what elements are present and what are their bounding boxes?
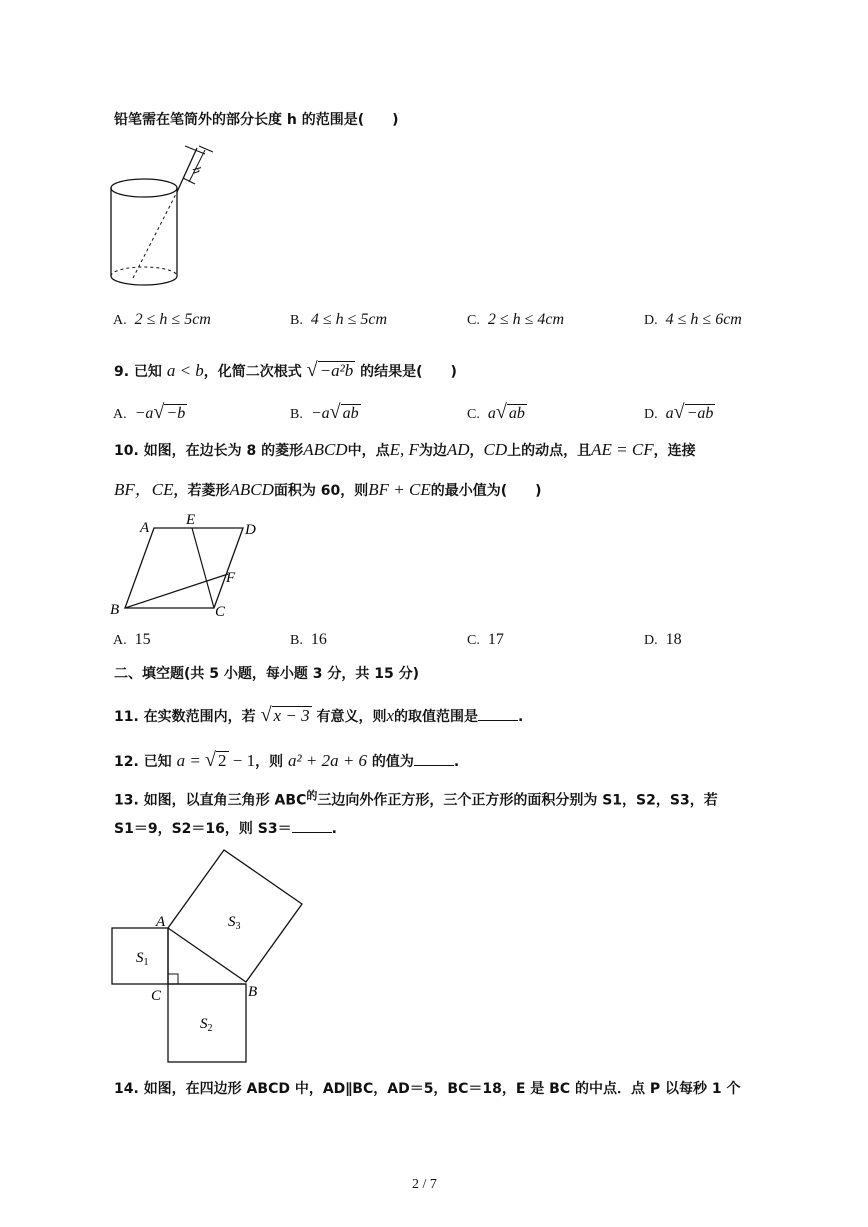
q10-option-d[interactable] (644, 630, 682, 651)
q10-abcd: ABCD (303, 440, 348, 459)
option-text: 15 (134, 631, 151, 648)
q9-radicand: −a²b (319, 361, 354, 380)
q9-option-a[interactable]: A. −a√ −b (113, 401, 186, 423)
option-radicand: −ab (686, 405, 714, 422)
option-label: A. (113, 633, 127, 648)
q8-cylinder-figure (105, 140, 235, 300)
q13-label-s2: $S_2$ (200, 1016, 213, 1034)
q11-x: x (386, 706, 394, 725)
option-label: C. (467, 407, 480, 422)
section-heading: 二、填空题(共 5 小题，每小题 3 分，共 15 分) (114, 666, 420, 682)
q10-ad: AD (446, 440, 470, 459)
q10-text: 面积为 60，则 (273, 483, 369, 499)
q10-label-e: E (186, 512, 196, 528)
option-text: 4 ≤ h ≤ 5cm (310, 311, 388, 328)
q13-label-a: A (156, 914, 166, 930)
option-text: 2 ≤ h ≤ 5cm (134, 311, 211, 328)
option-text: 17 (487, 631, 504, 648)
option-label: D. (644, 633, 658, 648)
q12-text: 的值为 (371, 754, 414, 770)
option-radicand: ab (342, 405, 359, 422)
q8-option-c[interactable] (467, 310, 564, 331)
q12-answer-blank[interactable] (414, 751, 454, 766)
option-coef: a (487, 405, 496, 422)
q10-option-b[interactable] (290, 630, 327, 651)
q9-number: 9. (114, 364, 130, 380)
q8-option-d[interactable] (644, 310, 742, 331)
option-coef: −a (134, 405, 154, 422)
q10-stem-line1 (114, 440, 696, 461)
q8-option-b[interactable] (290, 310, 387, 331)
q12-text: 已知 (143, 754, 172, 770)
q13-number: 13. (114, 792, 139, 809)
q12-stem (114, 750, 459, 772)
q11-stem (114, 705, 523, 727)
q8-stem: 铅笔需在笔筒外的部分长度 h 的范围是( ) (114, 112, 399, 128)
option-text: 18 (665, 631, 682, 648)
q13-label-c: C (151, 988, 162, 1004)
q11-text: 有意义，则 (316, 709, 387, 725)
q12-minus: − 1 (228, 751, 256, 770)
q13-text: S1＝9，S2＝16，则 S3＝ (114, 821, 292, 837)
q10-text: 如图，在边长为 8 的菱形 (143, 443, 304, 459)
q13-text: 三边向外作正方形，三个正方形的面积分别为 S1，S2，S3，若 (317, 792, 718, 809)
q10-label-b: B (110, 602, 120, 618)
option-coef: a (665, 405, 674, 422)
option-label: B. (290, 633, 303, 648)
option-label: B. (290, 407, 303, 422)
q9-text-3: 的结果是( ) (360, 364, 457, 380)
q12-end: . (453, 754, 460, 770)
option-radicand: ab (508, 405, 525, 422)
option-text: 4 ≤ h ≤ 6cm (665, 311, 742, 328)
option-label: C. (467, 313, 480, 328)
q10-text: 上的动点，且 (507, 443, 592, 459)
q14-stem (114, 1079, 741, 1099)
q13-squares-figure (108, 850, 308, 1065)
option-label: A. (113, 313, 127, 328)
q9-option-d[interactable]: D. a√ −ab (644, 401, 714, 423)
option-label: A. (113, 407, 127, 422)
q12-a-eq: a = (176, 751, 206, 770)
q14-number: 14. (114, 1081, 139, 1097)
q13-answer-blank[interactable] (292, 818, 332, 833)
q10-ae-cf: AE = CF (591, 440, 654, 459)
q11-text: 在实数范围内，若 (143, 709, 256, 725)
q10-stem-line2 (114, 480, 542, 501)
q8-option-a[interactable] (113, 310, 211, 331)
option-radicand: −b (166, 405, 186, 422)
q11-text: 的取值范围是 (394, 709, 478, 725)
q13-label-s1: $S_1$ (136, 950, 149, 968)
q12-radicand: 2 (218, 751, 227, 770)
q13-stem-line2 (114, 818, 337, 839)
option-label: D. (644, 313, 658, 328)
q9-option-c[interactable]: C. a√ ab (467, 401, 525, 423)
q13-label-b: B (248, 984, 258, 1000)
q11-radicand: x − 3 (273, 706, 310, 725)
q10-number: 10. (114, 443, 139, 459)
q10-rhombus-figure (108, 510, 268, 620)
q13-stem-line1 (114, 786, 718, 811)
option-label: D. (644, 407, 658, 422)
q9-option-b[interactable]: B. −a√ ab (290, 401, 359, 423)
q11-radical: √ x − 3 (260, 704, 310, 726)
q12-expression: a = √ 2 − 1 (176, 749, 256, 771)
q10-sum: BF + CE (368, 480, 431, 499)
q9-radical: √ −a²b (306, 359, 354, 381)
q10-label-d: D (245, 522, 256, 538)
q12-text: ，则 (255, 754, 284, 770)
q10-label-c: C (215, 604, 226, 620)
q10-ef: E, F (389, 440, 419, 459)
q9-text-2: ，化简二次根式 (203, 364, 302, 380)
q12-number: 12. (114, 754, 139, 770)
q10-text: ，连接 (653, 443, 696, 459)
option-coef: −a (310, 405, 330, 422)
q13-de: 的 (306, 789, 318, 802)
option-text: 16 (310, 631, 327, 648)
q11-number: 11. (114, 709, 139, 725)
q10-label-f: F (226, 570, 236, 586)
q11-answer-blank[interactable] (478, 706, 518, 721)
q9-text-1: 已知 (133, 364, 162, 380)
q10-abcd: ABCD (229, 480, 274, 499)
q10-text: ， (469, 443, 484, 459)
page-number: 2 / 7 (412, 1177, 437, 1192)
option-label: C. (467, 633, 480, 648)
q9-stem (114, 360, 457, 382)
q10-option-a[interactable] (113, 630, 151, 651)
q10-bf-ce: BF，CE (114, 480, 174, 499)
q13-end: . (331, 821, 337, 837)
q9-condition: a < b (166, 361, 204, 380)
q10-text: 的最小值为( ) (430, 483, 542, 499)
q10-option-c[interactable] (467, 630, 504, 651)
q12-expr: a² + 2a + 6 (288, 751, 368, 770)
q10-text: ，若菱形 (173, 483, 230, 499)
q13-label-s3: $S_3$ (228, 914, 241, 932)
option-text: 2 ≤ h ≤ 4cm (487, 311, 565, 328)
q10-text: 中，点 (347, 443, 390, 459)
q10-cd: CD (483, 440, 508, 459)
q14-text: 如图，在四边形 ABCD 中，AD∥BC，AD＝5，BC＝18，E 是 BC 的中点．点 P 以每秒 1 个 (143, 1081, 741, 1097)
q11-end: . (518, 709, 524, 725)
option-label: B. (290, 313, 303, 328)
q8-h-label: h (189, 164, 205, 176)
q10-text: 为边 (418, 443, 447, 459)
q10-label-a: A (140, 520, 150, 536)
q13-text: 如图，以直角三角形 ABC (143, 792, 307, 809)
